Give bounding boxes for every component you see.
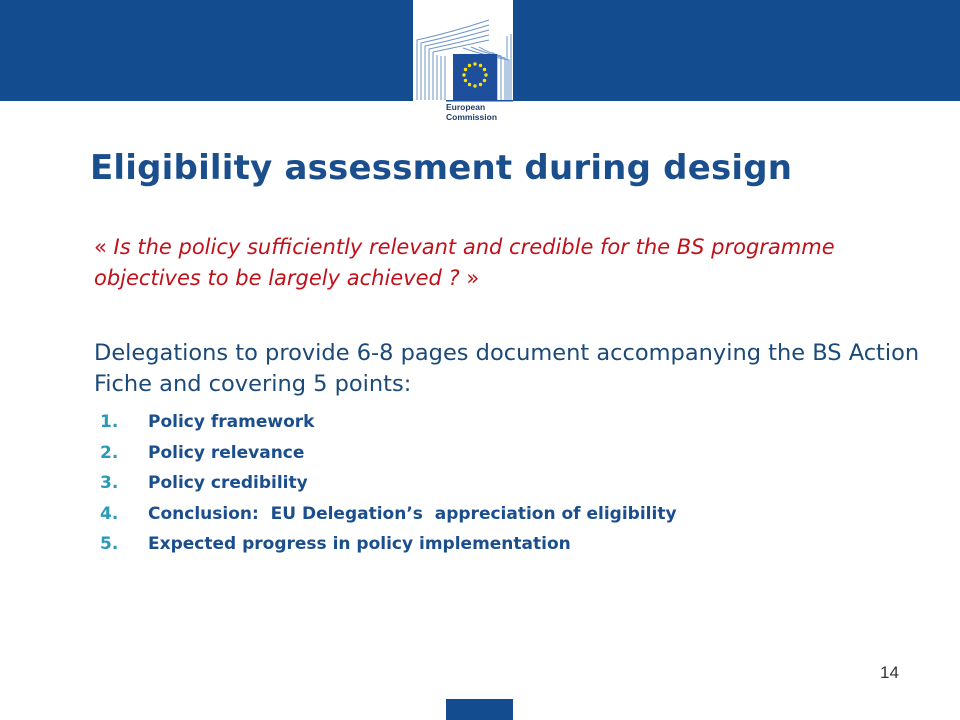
logo-line-1: European — [446, 102, 486, 112]
logo-wordmark — [446, 102, 516, 122]
list-item-number: 2. — [100, 442, 119, 463]
points-list — [100, 407, 677, 560]
eu-flag-icon — [453, 54, 497, 100]
list-item-label: Expected progress in policy implementation — [148, 534, 571, 555]
list-item-label: Policy framework — [148, 412, 315, 433]
list-item — [100, 529, 677, 560]
question-text: Is the policy sufficiently relevant and credible for the BS programme objectives to be largely achieved ? — [94, 235, 835, 290]
logo-line-2: Commission — [446, 112, 498, 122]
list-item-number: 4. — [100, 503, 119, 524]
slide-title: Eligibility assessment during design — [90, 148, 793, 188]
list-item-number: 1. — [100, 412, 119, 433]
quote-open: « — [94, 235, 107, 259]
list-item-number: 3. — [100, 473, 119, 494]
list-item-label: Policy relevance — [148, 442, 305, 463]
guiding-question — [94, 232, 914, 294]
list-item — [100, 468, 677, 499]
page-number: 14 — [880, 663, 899, 682]
list-item-number: 5. — [100, 534, 119, 555]
intro-text: Delegations to provide 6-8 pages document accompanying the BS Action Fiche and covering 5 points: — [94, 340, 920, 397]
list-item-label: Conclusion: EU Delegation’s appreciation of eligibility — [148, 503, 677, 524]
list-item-label: Policy credibility — [148, 473, 308, 494]
list-item — [100, 499, 677, 530]
list-item — [100, 407, 677, 438]
quote-close: » — [466, 266, 480, 290]
footer-tab — [446, 699, 513, 720]
list-item — [100, 438, 677, 469]
european-commission-logo — [413, 0, 513, 133]
